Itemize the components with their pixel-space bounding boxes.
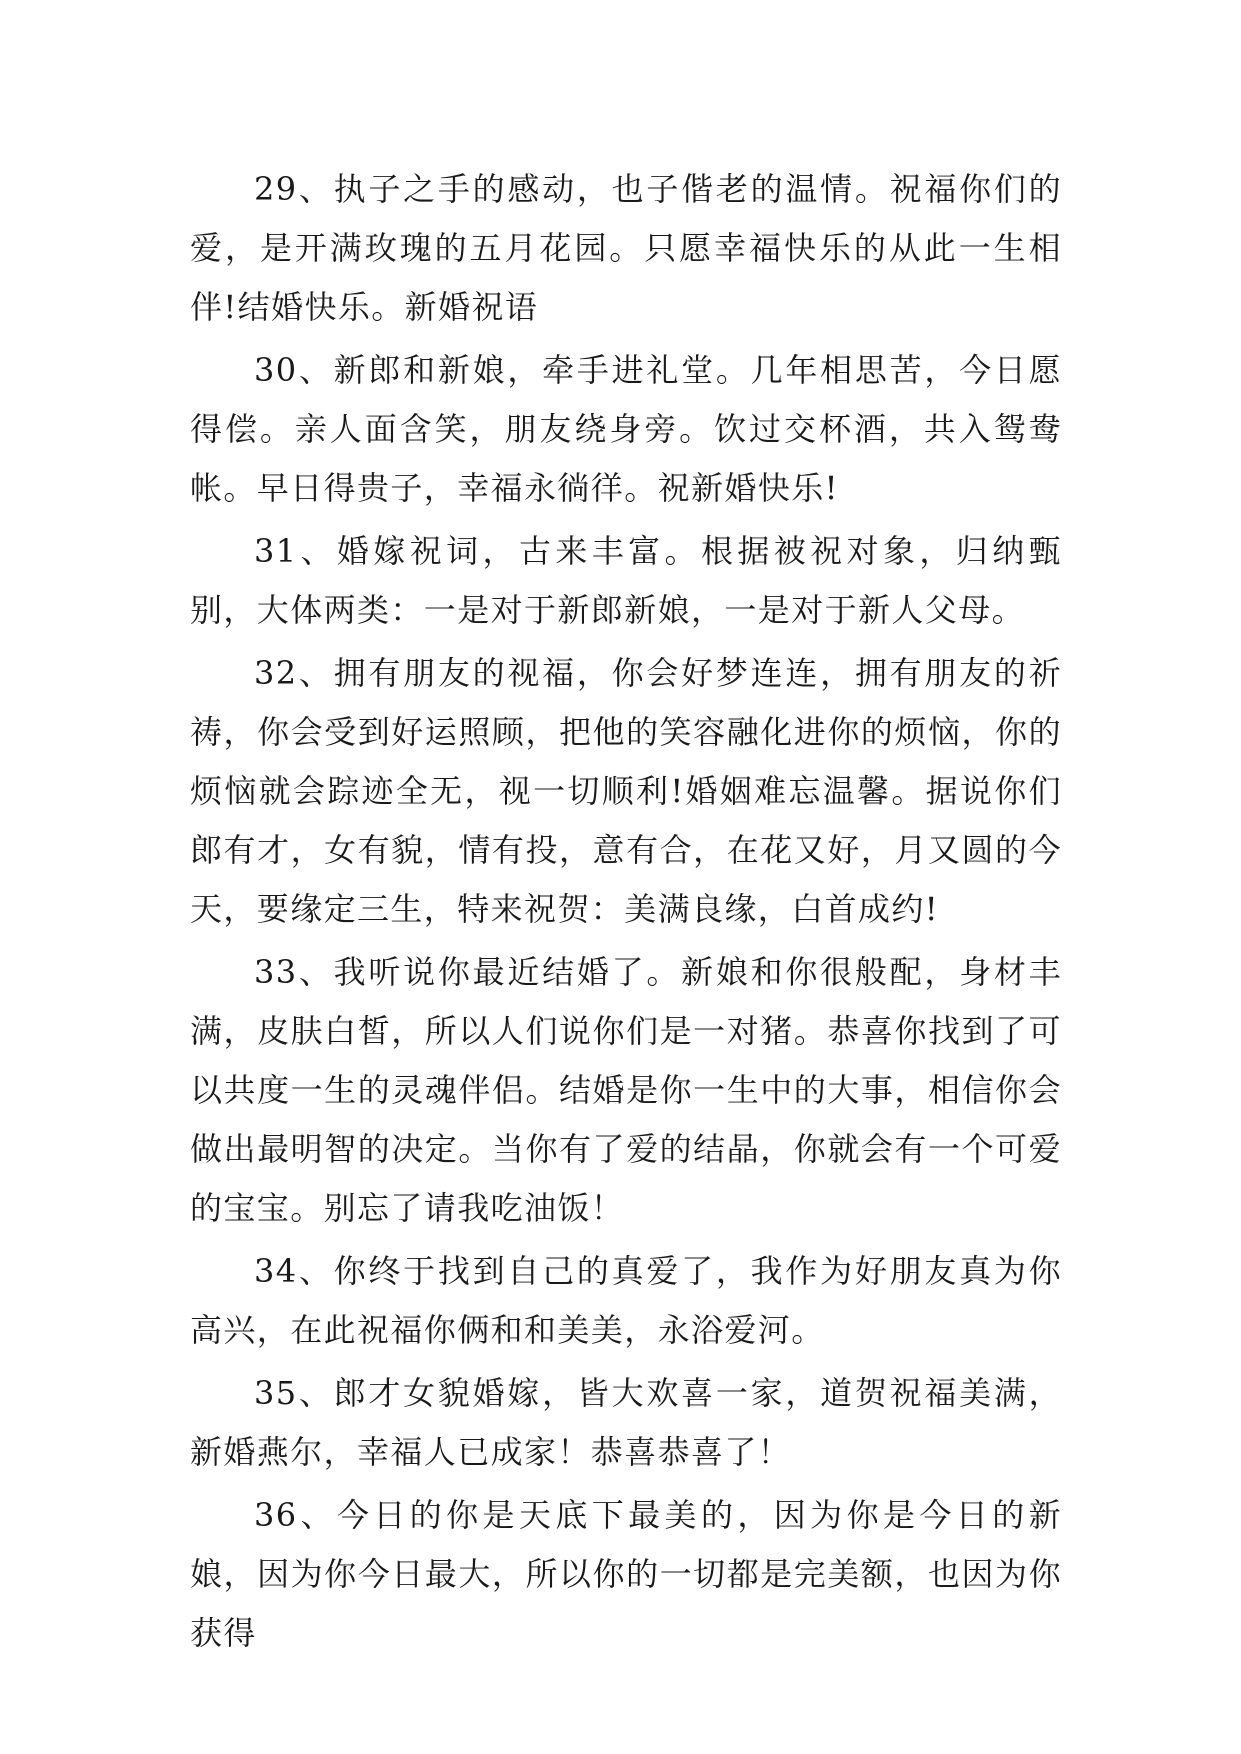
- paragraph-34: 34、你终于找到自己的真爱了，我作为好朋友真为你高兴，在此祝福你俩和和美美，永浴爱河。: [190, 1252, 1062, 1349]
- paragraph-31: 31、婚嫁祝词，古来丰富。根据被祝对象，归纳甄别，大体两类：一是对于新郎新娘，一是对于新人父母。: [190, 532, 1062, 629]
- paragraph-32: 32、拥有朋友的视福，你会好梦连连，拥有朋友的祈祷，你会受到好运照顾，把他的笑容融化进你的烦恼，你的烦恼就会踪迹全无，视一切顺利!婚姻难忘温馨。据说你们郎有才，女有貌，情有投，意有合，在花又好，月又圆的今天，要缘定三生，特来祝贺：美满良缘，白首成约!: [190, 654, 1062, 928]
- paragraph-36: 36、今日的你是天底下最美的，因为你是今日的新娘，因为你今日最大，所以你的一切都是完美额，也因为你获得: [190, 1496, 1062, 1652]
- paragraph-30: 30、新郎和新娘，牵手进礼堂。几年相思苦，今日愿得偿。亲人面含笑，朋友绕身旁。饮过交杯酒，共入鸳鸯帐。早日得贵子，幸福永徜徉。祝新婚快乐!: [190, 351, 1062, 507]
- paragraph-35: 35、郎才女貌婚嫁，皆大欢喜一家，道贺祝福美满，新婚燕尔，幸福人已成家！恭喜恭喜了！: [190, 1374, 1062, 1471]
- document-body: [190, 160, 1062, 1667]
- paragraph-33: 33、我听说你最近结婚了。新娘和你很般配，身材丰满，皮肤白皙，所以人们说你们是一对猪。恭喜你找到了可以共度一生的灵魂伴侣。结婚是你一生中的大事，相信你会做出最明智的决定。当你有了爱的结晶，你就会有一个可爱的宝宝。别忘了请我吃油饭！: [190, 953, 1062, 1227]
- paragraph-29: 29、执子之手的感动，也子偕老的温情。祝福你们的爱，是开满玫瑰的五月花园。只愿幸福快乐的从此一生相伴!结婚快乐。新婚祝语: [190, 170, 1062, 326]
